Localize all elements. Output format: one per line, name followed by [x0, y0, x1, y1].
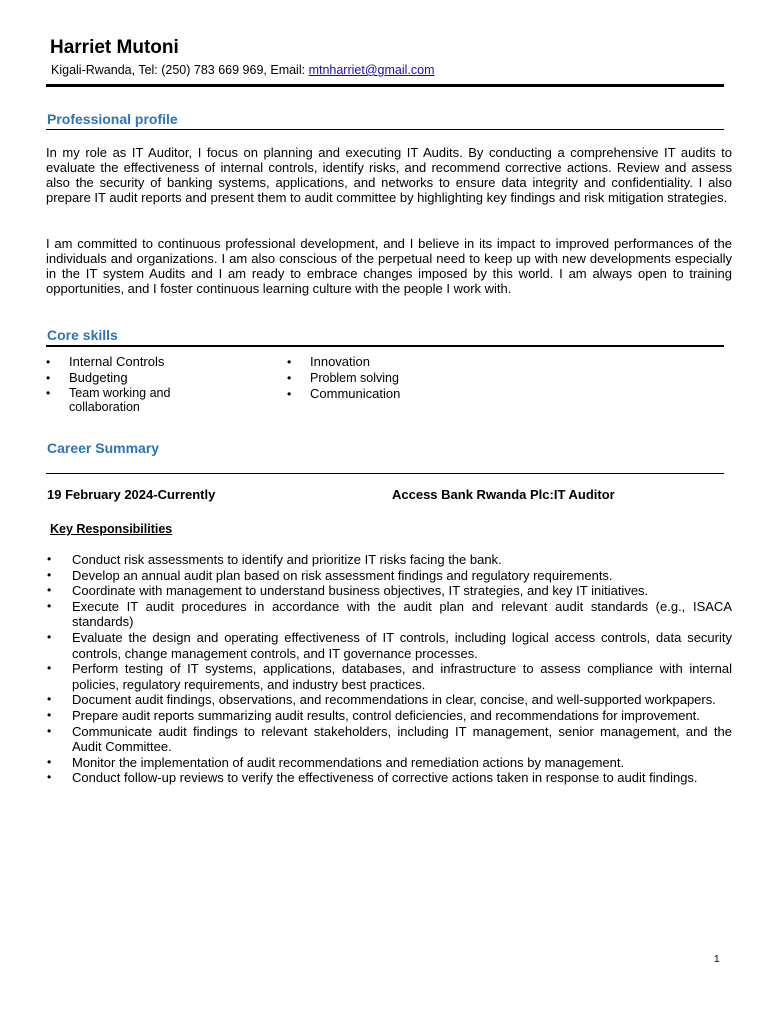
- responsibilities-heading: Key Responsibilities: [50, 522, 173, 536]
- skill-item: • Budgeting: [46, 370, 246, 386]
- skills-right-list: [287, 354, 487, 402]
- skill-item: • Problem solving: [287, 370, 487, 386]
- skill-item: • Communication: [287, 386, 487, 402]
- candidate-name: Harriet Mutoni: [50, 37, 179, 58]
- contact-details: Kigali-Rwanda, Tel: (250) 783 669 969, Email:: [51, 63, 309, 77]
- skills-left-list: [46, 354, 246, 414]
- header-divider: [46, 84, 724, 87]
- list-item: • Document audit findings, observations, and recommendations in clear, concise, and well-supported workpapers.: [47, 692, 732, 708]
- list-item: • Prepare audit reports summarizing audit results, control deficiencies, and recommendations for improvement.: [47, 708, 732, 724]
- job-position: Access Bank Rwanda Plc:IT Auditor: [392, 487, 615, 502]
- contact-line: [51, 63, 434, 77]
- email-link[interactable]: mtnharriet@gmail.com: [308, 63, 435, 77]
- section-title-career: Career Summary: [47, 440, 160, 456]
- profile-paragraph-1: In my role as IT Auditor, I focus on planning and executing IT Audits. By conducting a comprehensive IT audits to evaluate the effectiveness of internal controls, identify risks, and recommend corrective actions. Review and assess also the security of banking systems, applications, and networks to ensure data integrity and confidentiality. I also prepare IT audit reports and present them to audit committee by highlighting key findings and risk mitigation strategies.: [46, 145, 732, 205]
- section-title-skills: Core skills: [47, 327, 118, 343]
- page-number: 1: [714, 954, 720, 965]
- skill-item: • Innovation: [287, 354, 487, 370]
- responsibilities-list: [47, 552, 732, 786]
- section-title-profile: Professional profile: [47, 111, 178, 127]
- profile-paragraph-2: I am committed to continuous professional development, and I believe in its impact to improved performances of the individuals and organizations. I am also conscious of the perpetual need to keep up with new developments especially in the IT system Audits and I am ready to embrace changes imposed by this world. I am always open to training opportunities, and I foster continuous learning culture with the people I work with.: [46, 236, 732, 296]
- list-item: • Execute IT audit procedures in accordance with the audit plan and relevant audit standards (e.g., ISACA standards): [47, 599, 732, 630]
- profile-divider: [46, 129, 724, 130]
- list-item: • Conduct follow-up reviews to verify the effectiveness of corrective actions taken in response to audit findings.: [47, 770, 732, 786]
- list-item: • Conduct risk assessments to identify and prioritize IT risks facing the bank.: [47, 552, 732, 568]
- skill-item: • Team working and collaboration: [46, 386, 199, 414]
- skills-divider: [46, 345, 724, 347]
- list-item: • Coordinate with management to understand business objectives, IT strategies, and key IT initiatives.: [47, 583, 732, 599]
- list-item: • Monitor the implementation of audit recommendations and remediation actions by management.: [47, 755, 732, 771]
- career-divider: [46, 473, 724, 474]
- job-date: 19 February 2024-Currently: [47, 487, 216, 502]
- list-item: • Develop an annual audit plan based on risk assessment findings and regulatory requirements.: [47, 568, 732, 584]
- list-item: • Communicate audit findings to relevant stakeholders, including IT management, senior management, and the Audit Committee.: [47, 724, 732, 755]
- skill-item: • Internal Controls: [46, 354, 246, 370]
- list-item: • Perform testing of IT systems, applications, databases, and infrastructure to assess compliance with internal policies, regulatory requirements, and industry best practices.: [47, 661, 732, 692]
- list-item: • Evaluate the design and operating effectiveness of IT controls, including logical access controls, data security controls, change management controls, and IT governance processes.: [47, 630, 732, 661]
